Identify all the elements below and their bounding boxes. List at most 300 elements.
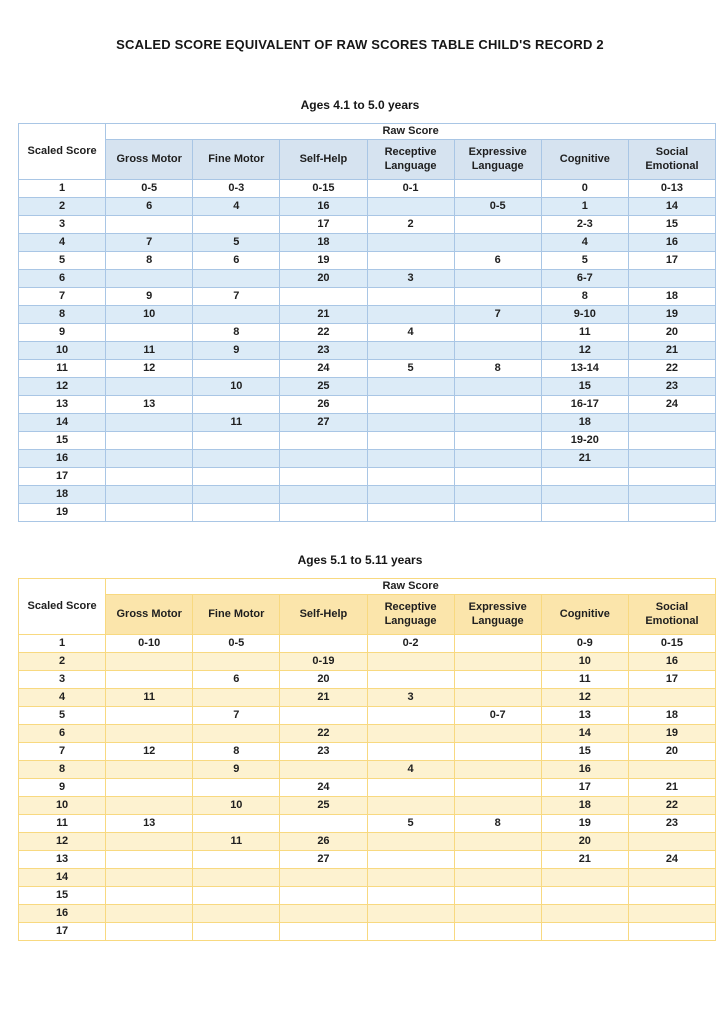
scaled-score-cell: 16 [19,905,106,923]
scaled-score-cell: 13 [19,396,106,414]
raw-score-cell [628,923,715,941]
raw-score-cell [367,797,454,815]
raw-score-cell [106,653,193,671]
raw-score-cell: 22 [628,797,715,815]
raw-score-cell: 0 [541,180,628,198]
scaled-score-cell: 7 [19,743,106,761]
table-caption-ages-5-1-to-5-11: Ages 5.1 to 5.11 years [297,553,423,567]
raw-score-cell [454,689,541,707]
raw-score-cell: 7 [106,234,193,252]
scaled-score-cell: 16 [19,450,106,468]
raw-score-cell: 18 [541,414,628,432]
raw-score-cell [454,414,541,432]
raw-score-cell: 11 [541,324,628,342]
table-row [19,851,716,869]
raw-score-cell: 4 [367,324,454,342]
scaled-score-cell: 17 [19,923,106,941]
table-row [19,689,716,707]
raw-score-cell: 20 [280,270,367,288]
raw-score-cell: 23 [628,815,715,833]
raw-score-cell [106,468,193,486]
scaled-score-cell: 11 [19,360,106,378]
raw-score-cell [106,432,193,450]
table-row [19,270,716,288]
raw-score-cell [541,486,628,504]
table-row [19,797,716,815]
raw-score-cell [367,432,454,450]
raw-score-cell: 22 [628,360,715,378]
raw-score-cell: 25 [280,378,367,396]
raw-score-cell [367,396,454,414]
scaled-score-cell: 9 [19,324,106,342]
table-caption-ages-4-1-to-5-0: Ages 4.1 to 5.0 years [300,98,420,112]
raw-score-cell [628,468,715,486]
raw-score-cell [454,234,541,252]
table-row [19,432,716,450]
raw-score-cell [280,288,367,306]
table-row [19,342,716,360]
raw-score-cell [106,833,193,851]
raw-score-cell: 0-5 [106,180,193,198]
raw-score-cell: 2-3 [541,216,628,234]
raw-score-cell: 24 [628,851,715,869]
scaled-score-cell: 8 [19,761,106,779]
raw-score-cell [454,216,541,234]
raw-score-cell [454,761,541,779]
raw-score-cell: 5 [193,234,280,252]
scaled-score-cell: 3 [19,671,106,689]
scaled-score-cell: 19 [19,504,106,522]
raw-score-cell: 19 [628,725,715,743]
raw-score-cell: 19 [541,815,628,833]
raw-score-cell [106,851,193,869]
domain-subheader-row [19,140,716,180]
raw-score-cell: 9-10 [541,306,628,324]
column-header-cognitive: Cognitive [541,140,628,180]
raw-score-cell: 27 [280,851,367,869]
domain-subheader-row [19,595,716,635]
scaled-score-cell: 11 [19,815,106,833]
raw-score-cell: 19 [280,252,367,270]
raw-score-cell [193,270,280,288]
raw-score-cell: 12 [106,360,193,378]
table-row [19,360,716,378]
raw-score-cell: 24 [280,360,367,378]
table-row [19,653,716,671]
raw-score-cell: 18 [541,797,628,815]
raw-score-cell: 12 [541,342,628,360]
raw-score-cell [628,450,715,468]
table-row [19,234,716,252]
raw-score-cell: 2 [367,216,454,234]
raw-score-cell [454,833,541,851]
scaled-score-cell: 13 [19,851,106,869]
raw-score-cell [106,486,193,504]
column-header-receptive-language: Receptive Language [367,595,454,635]
raw-score-cell: 0-15 [628,635,715,653]
scaled-score-cell: 10 [19,797,106,815]
raw-score-cell [367,833,454,851]
raw-score-cell [541,887,628,905]
raw-score-cell [106,725,193,743]
raw-score-cell: 23 [280,743,367,761]
table-row [19,450,716,468]
raw-score-cell [454,378,541,396]
raw-score-cell: 4 [541,234,628,252]
raw-score-cell [280,432,367,450]
table-row [19,779,716,797]
raw-score-cell [628,432,715,450]
table-header [19,579,716,635]
raw-score-cell [628,504,715,522]
raw-score-cell: 1 [541,198,628,216]
raw-score-cell [106,779,193,797]
raw-score-cell: 10 [541,653,628,671]
raw-score-cell: 16-17 [541,396,628,414]
raw-score-cell [193,815,280,833]
raw-score-cell [454,725,541,743]
raw-score-cell: 17 [628,252,715,270]
raw-score-cell [541,923,628,941]
raw-score-cell [367,486,454,504]
raw-score-cell [367,306,454,324]
raw-score-cell [193,396,280,414]
raw-score-header-row [19,579,716,595]
column-header-social-emotional: Social Emotional [628,140,715,180]
table-row [19,216,716,234]
raw-score-cell [454,468,541,486]
scaled-score-cell: 2 [19,653,106,671]
raw-score-cell: 12 [541,689,628,707]
raw-score-cell: 8 [193,324,280,342]
raw-score-cell [367,468,454,486]
raw-score-cell [367,288,454,306]
table-row [19,486,716,504]
raw-score-header: Raw Score [106,579,716,595]
scaled-score-header: Scaled Score [19,124,106,180]
raw-score-cell [106,869,193,887]
raw-score-cell [193,779,280,797]
raw-score-cell [193,450,280,468]
raw-score-cell [454,743,541,761]
raw-score-cell: 8 [454,815,541,833]
raw-score-cell [454,779,541,797]
raw-score-cell: 21 [628,779,715,797]
raw-score-cell [280,504,367,522]
raw-score-cell [367,234,454,252]
raw-score-cell [367,707,454,725]
column-header-expressive-language: Expressive Language [454,595,541,635]
raw-score-cell [106,414,193,432]
raw-score-cell: 0-7 [454,707,541,725]
raw-score-cell: 0-5 [193,635,280,653]
raw-score-cell: 22 [280,725,367,743]
scaled-score-cell: 7 [19,288,106,306]
raw-score-cell [454,180,541,198]
scaled-score-cell: 15 [19,432,106,450]
column-header-cognitive: Cognitive [541,595,628,635]
raw-score-cell [367,653,454,671]
raw-score-cell: 21 [628,342,715,360]
raw-score-cell: 20 [628,743,715,761]
raw-score-cell [454,671,541,689]
raw-score-cell [367,252,454,270]
scores-table-ages-5-1-to-5-11 [18,578,716,941]
scaled-score-cell: 6 [19,725,106,743]
raw-score-cell [193,306,280,324]
raw-score-cell [193,923,280,941]
raw-score-cell [367,504,454,522]
raw-score-cell [106,378,193,396]
raw-score-cell: 6 [193,671,280,689]
raw-score-cell [454,869,541,887]
raw-score-cell [193,216,280,234]
raw-score-cell [454,635,541,653]
raw-score-cell: 20 [541,833,628,851]
raw-score-cell [541,905,628,923]
table-row [19,815,716,833]
raw-score-cell: 15 [541,743,628,761]
table-body [19,635,716,941]
page-title: SCALED SCORE EQUIVALENT OF RAW SCORES TABLE CHILD'S RECORD 2 [116,37,604,52]
raw-score-cell: 3 [367,689,454,707]
raw-score-cell [193,468,280,486]
raw-score-cell [628,869,715,887]
scaled-score-cell: 18 [19,486,106,504]
scaled-score-cell: 14 [19,869,106,887]
column-header-gross-motor: Gross Motor [106,140,193,180]
raw-score-cell: 10 [193,378,280,396]
raw-score-cell: 19 [628,306,715,324]
table-row [19,869,716,887]
raw-score-cell: 0-2 [367,635,454,653]
raw-score-cell: 25 [280,797,367,815]
raw-score-cell [541,869,628,887]
raw-score-cell [454,923,541,941]
scaled-score-cell: 5 [19,707,106,725]
raw-score-cell [193,360,280,378]
raw-score-cell: 19-20 [541,432,628,450]
table-row [19,743,716,761]
raw-score-cell: 21 [541,450,628,468]
raw-score-cell [367,779,454,797]
table-row [19,635,716,653]
raw-score-cell [367,851,454,869]
scaled-score-cell: 4 [19,689,106,707]
raw-score-cell [280,468,367,486]
raw-score-cell [628,905,715,923]
raw-score-cell: 0-15 [280,180,367,198]
column-header-self-help: Self-Help [280,140,367,180]
raw-score-cell [367,414,454,432]
raw-score-cell [193,887,280,905]
raw-score-cell: 7 [193,707,280,725]
scaled-score-cell: 12 [19,378,106,396]
raw-score-cell [628,486,715,504]
raw-score-cell [193,851,280,869]
raw-score-cell [193,504,280,522]
raw-score-cell [106,324,193,342]
raw-score-cell: 7 [454,306,541,324]
raw-score-cell: 17 [280,216,367,234]
table-row [19,833,716,851]
raw-score-cell [454,905,541,923]
raw-score-cell: 12 [106,743,193,761]
raw-score-cell [280,486,367,504]
raw-score-cell: 17 [541,779,628,797]
raw-score-cell [106,797,193,815]
raw-score-cell: 13 [106,396,193,414]
table-row [19,180,716,198]
scaled-score-cell: 2 [19,198,106,216]
table-row [19,396,716,414]
raw-score-cell [541,468,628,486]
raw-score-cell: 18 [280,234,367,252]
raw-score-cell: 18 [628,288,715,306]
raw-score-cell [454,887,541,905]
raw-score-cell: 24 [628,396,715,414]
raw-score-header: Raw Score [106,124,716,140]
raw-score-cell: 14 [628,198,715,216]
table-row [19,288,716,306]
column-header-fine-motor: Fine Motor [193,595,280,635]
raw-score-cell [628,761,715,779]
raw-score-cell: 3 [367,270,454,288]
table-row [19,324,716,342]
raw-score-cell: 0-9 [541,635,628,653]
raw-score-cell: 0-5 [454,198,541,216]
raw-score-cell [193,905,280,923]
column-header-expressive-language: Expressive Language [454,140,541,180]
raw-score-cell [367,743,454,761]
raw-score-cell: 26 [280,833,367,851]
raw-score-cell [628,833,715,851]
scaled-score-cell: 17 [19,468,106,486]
scaled-score-cell: 9 [19,779,106,797]
table-header [19,124,716,180]
raw-score-cell: 11 [106,689,193,707]
scaled-score-cell: 1 [19,635,106,653]
table-row [19,761,716,779]
raw-score-cell [454,653,541,671]
raw-score-cell [193,725,280,743]
raw-score-cell [367,671,454,689]
raw-score-cell [106,761,193,779]
raw-score-cell: 16 [541,761,628,779]
raw-score-cell: 7 [193,288,280,306]
raw-score-cell: 21 [541,851,628,869]
raw-score-cell: 10 [193,797,280,815]
column-header-gross-motor: Gross Motor [106,595,193,635]
raw-score-cell [280,815,367,833]
raw-score-cell [454,504,541,522]
scaled-score-cell: 4 [19,234,106,252]
raw-score-header-row [19,124,716,140]
raw-score-cell [106,504,193,522]
table-row [19,923,716,941]
raw-score-cell [106,923,193,941]
raw-score-cell: 9 [193,342,280,360]
raw-score-cell [193,432,280,450]
raw-score-cell [280,869,367,887]
raw-score-cell [454,396,541,414]
column-header-social-emotional: Social Emotional [628,595,715,635]
scaled-score-cell: 8 [19,306,106,324]
raw-score-cell [367,905,454,923]
raw-score-cell: 11 [541,671,628,689]
raw-score-cell: 26 [280,396,367,414]
column-header-receptive-language: Receptive Language [367,140,454,180]
table-row [19,725,716,743]
scores-table-ages-4-1-to-5-0 [18,123,716,522]
raw-score-cell: 11 [193,833,280,851]
raw-score-cell: 6 [106,198,193,216]
raw-score-cell: 23 [280,342,367,360]
scaled-score-cell: 1 [19,180,106,198]
raw-score-cell [193,869,280,887]
raw-score-cell: 17 [628,671,715,689]
raw-score-cell [454,486,541,504]
raw-score-cell: 16 [628,653,715,671]
raw-score-cell [106,216,193,234]
raw-score-cell: 24 [280,779,367,797]
raw-score-cell [367,450,454,468]
table-row [19,414,716,432]
raw-score-cell: 0-3 [193,180,280,198]
table-body [19,180,716,522]
scaled-score-cell: 10 [19,342,106,360]
raw-score-cell: 23 [628,378,715,396]
raw-score-cell: 16 [628,234,715,252]
raw-score-cell: 6 [454,252,541,270]
raw-score-cell [106,707,193,725]
scaled-score-cell: 5 [19,252,106,270]
raw-score-cell [541,504,628,522]
raw-score-cell: 15 [628,216,715,234]
scaled-score-cell: 6 [19,270,106,288]
raw-score-cell [280,707,367,725]
raw-score-cell [193,486,280,504]
scaled-score-cell: 3 [19,216,106,234]
raw-score-cell: 5 [367,815,454,833]
raw-score-cell [454,324,541,342]
table-row [19,306,716,324]
table-row [19,671,716,689]
raw-score-cell: 13-14 [541,360,628,378]
raw-score-cell [280,887,367,905]
raw-score-cell: 18 [628,707,715,725]
raw-score-cell [367,378,454,396]
raw-score-cell [454,288,541,306]
table-row [19,468,716,486]
raw-score-cell: 6 [193,252,280,270]
raw-score-cell: 4 [193,198,280,216]
raw-score-cell: 8 [454,360,541,378]
raw-score-cell: 15 [541,378,628,396]
raw-score-cell: 11 [193,414,280,432]
raw-score-cell: 21 [280,306,367,324]
raw-score-cell: 10 [106,306,193,324]
table-row [19,887,716,905]
table-row [19,504,716,522]
raw-score-cell: 13 [106,815,193,833]
table-row [19,905,716,923]
raw-score-cell [628,414,715,432]
raw-score-cell [454,851,541,869]
raw-score-cell: 5 [541,252,628,270]
table-section-ages-4-1-to-5-0 [0,98,720,522]
raw-score-cell [106,270,193,288]
